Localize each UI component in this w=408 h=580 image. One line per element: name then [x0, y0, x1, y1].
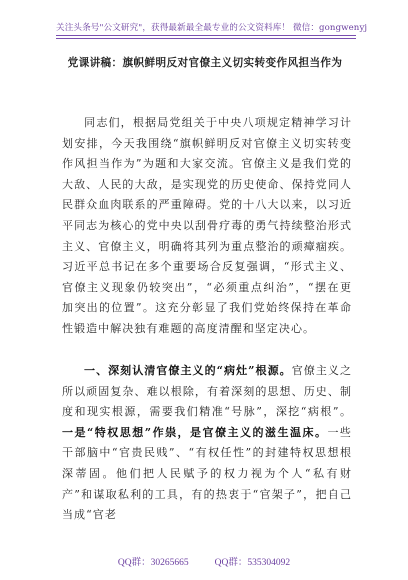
footer-qq-group: QQ群：535304092 — [214, 558, 291, 568]
paragraph-text: 同志们，根据局党组关于中央八项规定精神学习计划安排，今天我围绕“旗帜鲜明反对官僚主义切实转变作风担当作为”为题和大家交流。官僚主义是我们党的大敌、人民的大敌，是实现党的历史使命、保持党同人民群众血肉联系的严重障碍。党的十八大以来，以习近平同志为核心的党中央以刮骨疗毒的勇气持续整治形式主义、官僚主义，明确将其列为重点整治的顽瘴痼疾。习近平总书记在多个重要场合反复强调，“形式主义、官僚主义现象仍较突出”，“必须重点纠治”，“摆在更加突出的位置”。这充分彰显了我们党始终保持在革命性锻造中解决独有难题的高度清醒和坚定决心。 — [62, 116, 352, 335]
body-paragraph — [62, 113, 352, 340]
paragraph-text: 一些干部脑中“官贵民贱”、“有权任性”的封建特权思想根深蒂固。他们把人民赋予的权力视为个人“私有财产”和谋取私利的工具，有的热衷于“官架子”，把自己当成“官老 — [62, 425, 352, 522]
footer — [0, 554, 408, 568]
header-divider — [56, 38, 356, 39]
header-banner: 关注头条号"公文研究"，获得最新最全最专业的公文资料库！ 微信：gongwenyj — [56, 23, 368, 33]
body-paragraph — [62, 361, 352, 526]
document-title: 党课讲稿：旗帜鲜明反对官僚主义切实转变作风担当作为 — [67, 57, 343, 69]
section-heading: 一、深刻认清官僚主义的“病灶”根源。 — [84, 364, 292, 377]
paragraph-text: 官僚主义之所以顽固复杂、难以根除，有着深刻的思想、历史、制度和现实根源，需要我们精准“号脉”，深挖“病根”。 — [62, 364, 353, 419]
bold-point: 一是“特权思想”作祟，是官僚主义的滋生温床。 — [62, 425, 328, 439]
footer-qq-group: QQ群：30265665 — [117, 558, 189, 568]
header-divider — [56, 35, 356, 36]
